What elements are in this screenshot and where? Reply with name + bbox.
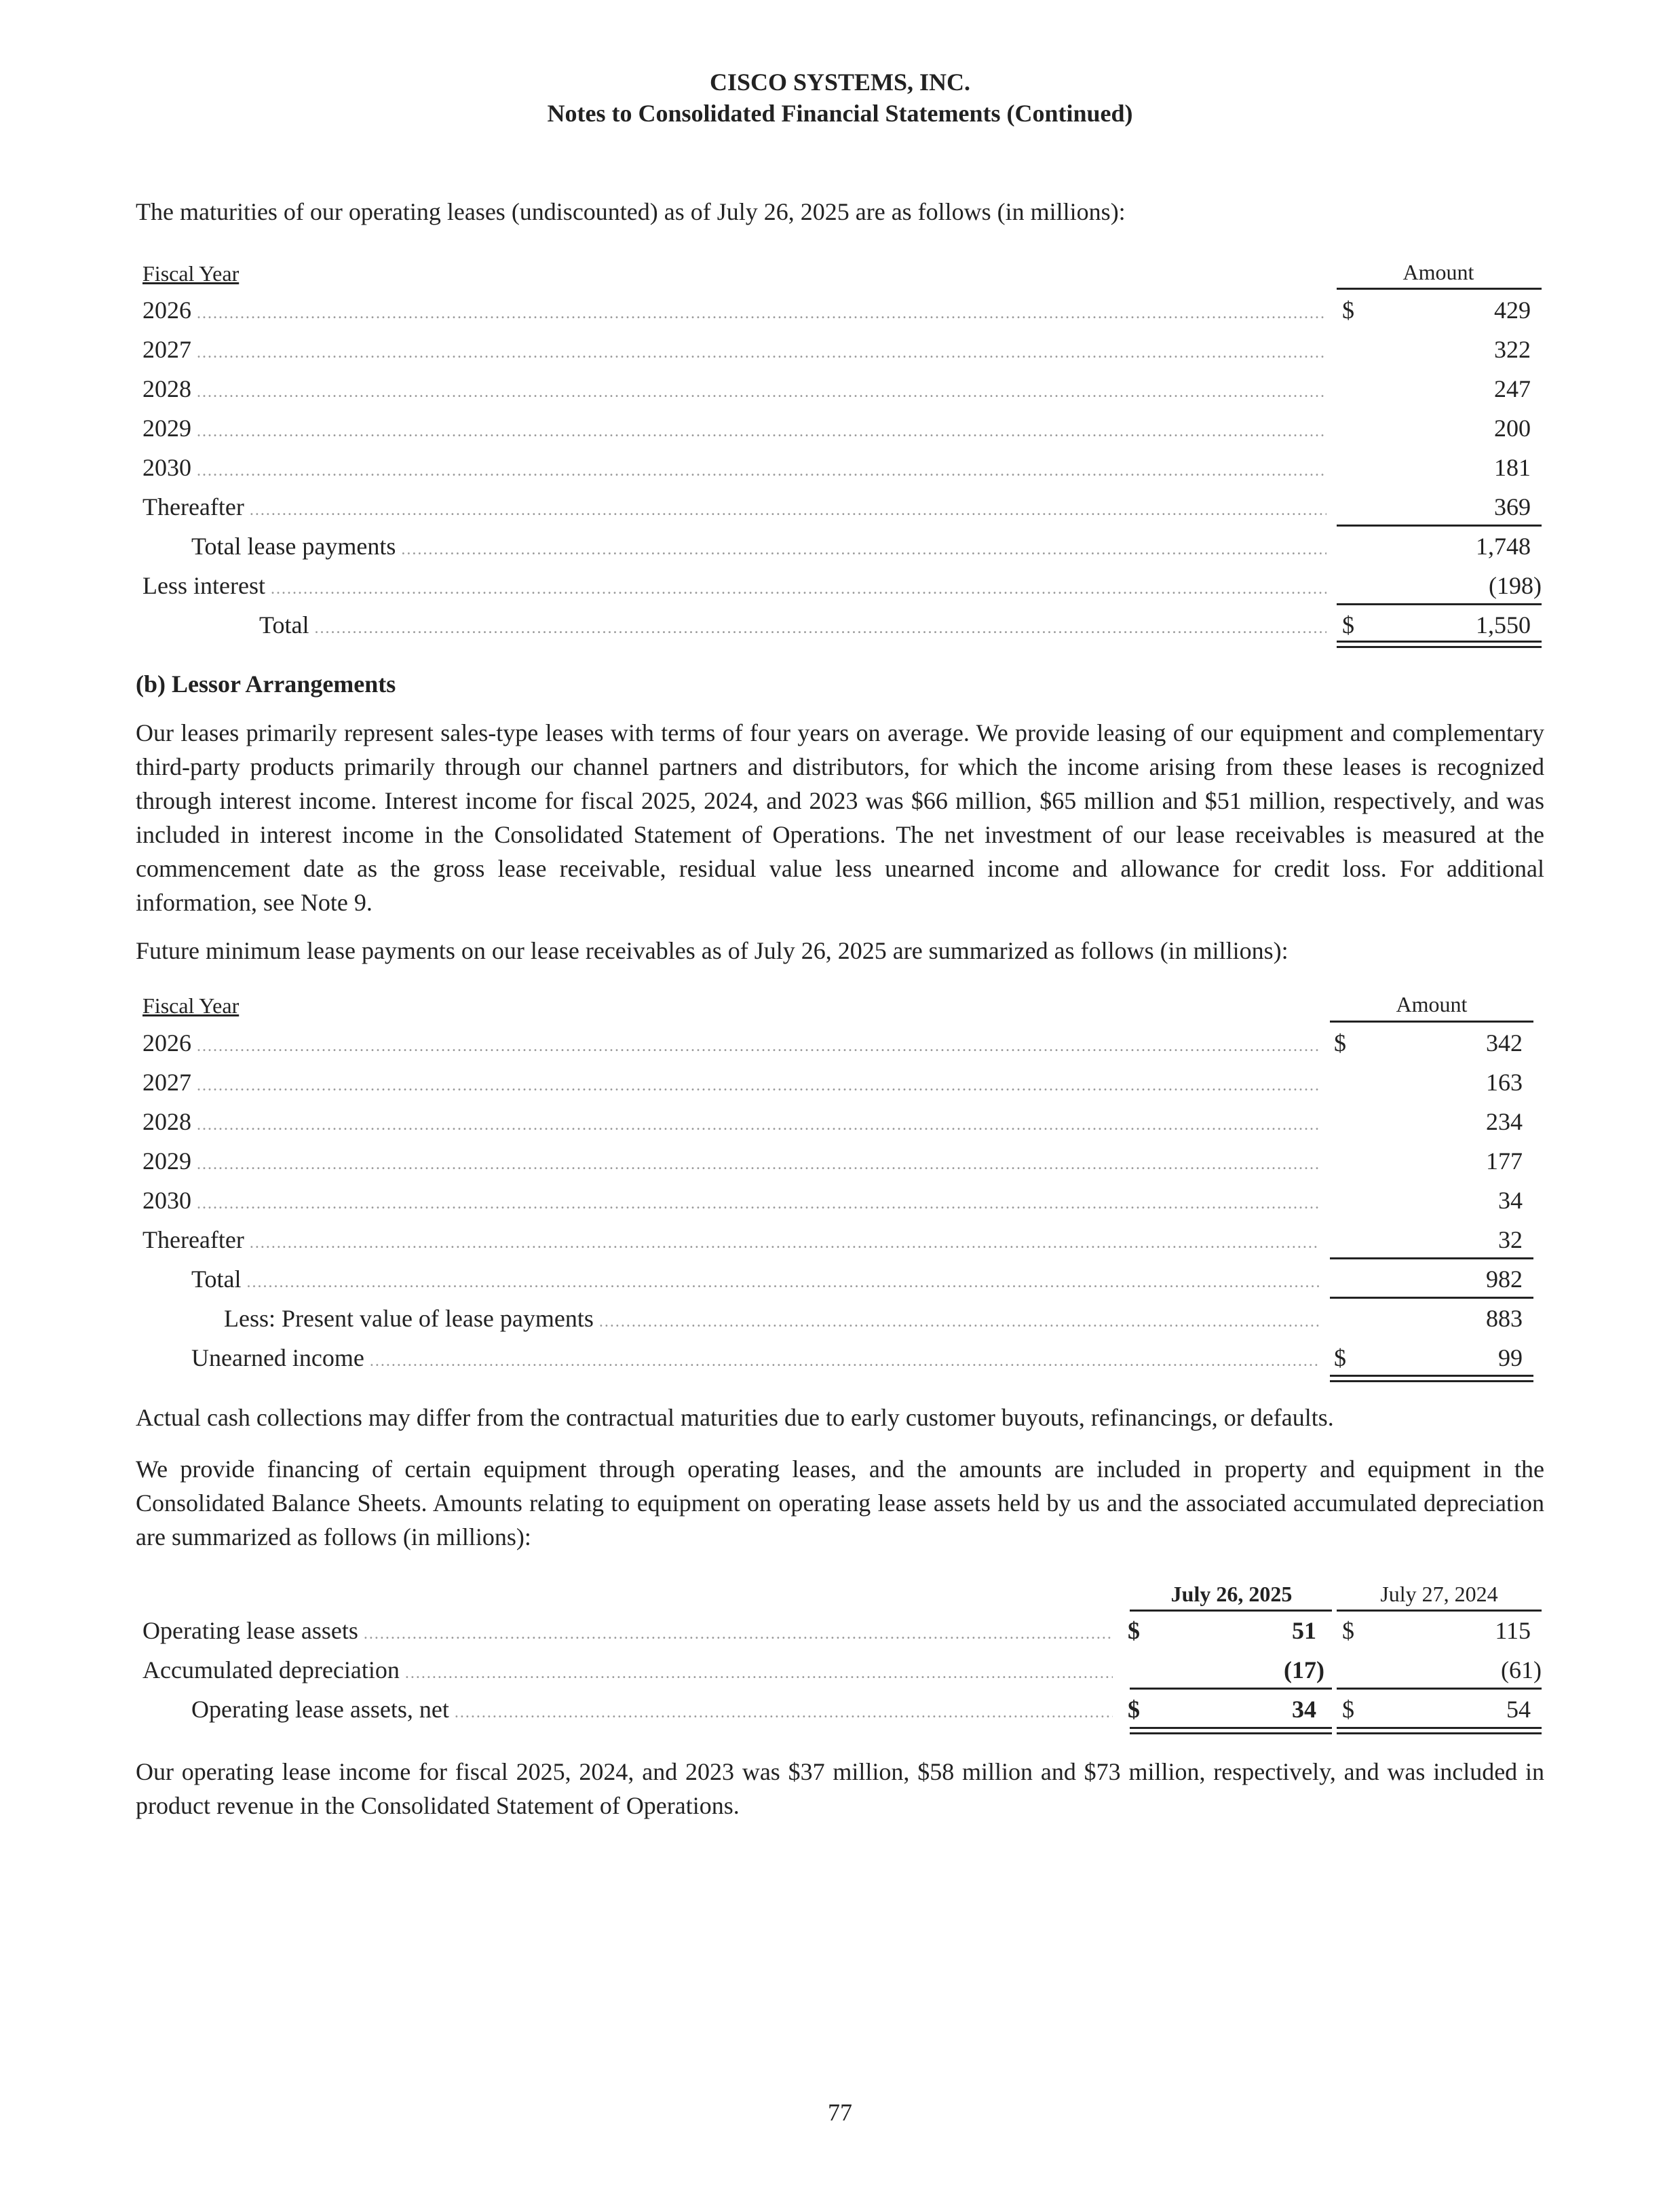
equipment-paragraph: We provide financing of certain equipment through operating leases, and the amounts are included in property and equipment in the Consolidated Balance Sheets. Amounts relating to equipment on operating lease assets held by us and the associated accumulated depreciation are summarized as follows (in millions): xyxy=(136,1455,1544,1550)
row-value: (198) xyxy=(1489,572,1542,599)
amount-header-rule xyxy=(1337,288,1542,290)
prior-year-header: July 27, 2024 xyxy=(1380,1582,1498,1606)
row-value: 32 xyxy=(1498,1226,1523,1253)
row-value: 342 xyxy=(1486,1029,1523,1057)
lease-income-note: Our operating lease income for fiscal 2025, 2024, and 2023 was $37 million, $58 million and $73 million, respectively, and was included in product revenue in the Consolidated Statement of Operations. xyxy=(136,1758,1544,1819)
cash-collections-note: Actual cash collections may differ from the contractual maturities due to early customer buyouts, refinancings, or defaults. xyxy=(136,1404,1334,1431)
row-label: Thereafter ..... xyxy=(142,487,1326,530)
currency-symbol: $ xyxy=(1334,1344,1346,1371)
row-value: 200 xyxy=(1494,415,1531,442)
prior-value: (61) xyxy=(1501,1656,1542,1683)
row-label: Total ..... xyxy=(259,605,1326,648)
row-label: 2027 ..... xyxy=(142,330,1326,373)
row-label: 2030 ..... xyxy=(142,448,1326,491)
row-label: 2029 ..... xyxy=(142,408,1326,451)
amount-header: Amount xyxy=(1396,992,1468,1016)
row-value: 163 xyxy=(1486,1069,1523,1096)
row-value: 234 xyxy=(1486,1108,1523,1135)
currency-symbol: $ xyxy=(1342,1696,1354,1723)
total-double-rule xyxy=(1337,641,1542,648)
amount-header: Amount xyxy=(1402,260,1474,284)
operating-leases-intro: The maturities of our operating leases (undiscounted) as of July 26, 2025 are as follows (in millions): xyxy=(136,198,1126,225)
row-label: Thereafter ..... xyxy=(142,1220,1320,1263)
row-label: Less interest ..... xyxy=(142,566,1326,609)
row-value: 982 xyxy=(1486,1265,1523,1293)
section-heading: (b) Lessor Arrangements xyxy=(136,670,396,698)
currency-symbol: $ xyxy=(1342,297,1354,324)
row-label: 2026 ..... xyxy=(142,1023,1320,1066)
row-label: Less: Present value of lease payments ..... xyxy=(224,1299,1320,1341)
row-label: Unearned income ..... xyxy=(191,1338,1320,1381)
row-value: 1,748 xyxy=(1476,533,1531,560)
row-label: 2028 ..... xyxy=(142,1102,1320,1145)
row-label: 2030 ..... xyxy=(142,1181,1320,1223)
currency-symbol: $ xyxy=(1128,1617,1140,1644)
fiscal-year-header: Fiscal Year xyxy=(142,993,240,1018)
fiscal-year-header: Fiscal Year xyxy=(142,261,240,286)
net-double-rule-prior xyxy=(1337,1727,1542,1734)
row-value: 883 xyxy=(1486,1305,1523,1332)
row-label: 2027 ..... xyxy=(142,1063,1320,1105)
row-value: 177 xyxy=(1486,1147,1523,1175)
company-name: CISCO SYSTEMS, INC. xyxy=(709,69,971,96)
row-label: 2029 ..... xyxy=(142,1141,1320,1184)
current-value: 34 xyxy=(1292,1696,1316,1723)
row-value: 181 xyxy=(1494,454,1531,481)
currency-symbol: $ xyxy=(1334,1029,1346,1057)
currency-symbol: $ xyxy=(1342,611,1354,639)
row-label: 2028 ..... xyxy=(142,369,1326,412)
lessor-paragraph: Our leases primarily represent sales-type leases with terms of four years on average. We provide leasing of our equipment and complementary third-party products primarily through our channel partners and distributors, for which the income arising from these leases is recognized through interest income. Interest income for fiscal 2025, 2024, and 2023 was $66 million, $65 million and $51 million, respectively, and was included in interest income in the Consolidated Statement of Operations. The net investment of our lease receivables is measured at the commencement date as the gross lease receivable, residual value less unearned income and allowance for credit loss. For additional information, see Note 9. xyxy=(136,719,1544,916)
row-value: 247 xyxy=(1494,375,1531,402)
prior-value: 115 xyxy=(1495,1617,1531,1644)
row-label: 2026 ..... xyxy=(142,290,1326,333)
amount-header-rule xyxy=(1330,1021,1533,1023)
net-double-rule-current xyxy=(1130,1727,1332,1734)
row-label: Operating lease assets, net ..... xyxy=(191,1690,1113,1732)
row-label: Operating lease assets ..... xyxy=(142,1611,1113,1654)
total-double-rule xyxy=(1330,1375,1533,1382)
currency-symbol: $ xyxy=(1128,1696,1140,1723)
current-value: 51 xyxy=(1292,1617,1316,1644)
row-value: 322 xyxy=(1494,336,1531,363)
prior-value: 54 xyxy=(1506,1696,1531,1723)
page-number: 77 xyxy=(828,2099,852,2126)
row-value: 369 xyxy=(1494,493,1531,520)
row-label: Total ..... xyxy=(191,1259,1320,1302)
row-value: 1,550 xyxy=(1476,611,1531,639)
row-label: Total lease payments ..... xyxy=(191,527,1326,569)
row-value: 99 xyxy=(1498,1344,1523,1371)
current-year-header: July 26, 2025 xyxy=(1170,1582,1293,1606)
row-value: 429 xyxy=(1494,297,1531,324)
current-value: (17) xyxy=(1284,1656,1324,1683)
row-value: 34 xyxy=(1498,1187,1523,1214)
currency-symbol: $ xyxy=(1342,1617,1354,1644)
row-label: Accumulated depreciation ..... xyxy=(142,1650,1113,1693)
lease-receivables-intro: Future minimum lease payments on our lease receivables as of July 26, 2025 are summarized as follows (in millions): xyxy=(136,937,1288,964)
page-subtitle: Notes to Consolidated Financial Statements (Continued) xyxy=(547,100,1133,127)
